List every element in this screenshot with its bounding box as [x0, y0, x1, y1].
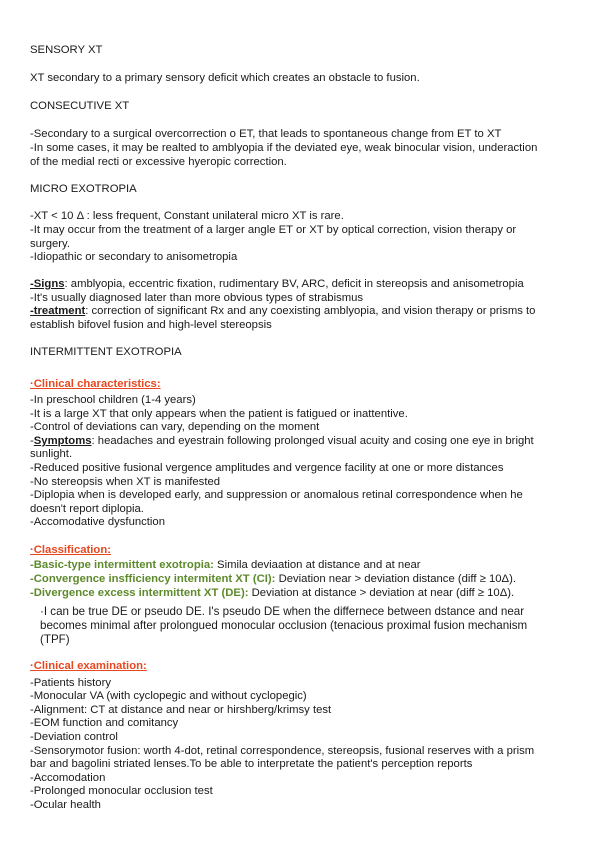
- consecutive-line: -Secondary to a surgical overcorrection o ET, that leads to spontaneous change from ET to XT: [30, 128, 502, 140]
- exam-line: -Patients history: [30, 677, 111, 689]
- characteristic-line: -Accomodative dysfunction: [30, 516, 165, 528]
- symptoms-label: Symptoms: [33, 435, 92, 447]
- characteristic-line: -Control of deviations can vary, depending on the moment: [30, 421, 320, 433]
- intermittent-title: INTERMITTENT EXOTROPIA: [30, 346, 182, 358]
- symptoms-prefix: -: [30, 435, 34, 447]
- exam-line: -Sensorymotor fusion: worth 4-dot, retinal correspondence, stereopsis, fusional reserves with a prism: [30, 745, 535, 757]
- classification-label: -Convergence insfficiency intermitent XT (CI):: [30, 573, 276, 585]
- classification-item: [30, 586, 514, 600]
- characteristic-line: doesn't report diplopia.: [30, 503, 144, 515]
- micro-line: surgery.: [30, 238, 70, 250]
- consecutive-line: of the medial recti or excessive hyeropic correction.: [30, 156, 287, 168]
- note-line: (TPF): [40, 633, 70, 646]
- symptoms-text: : headaches and eyestrain following prolonged visual acuity and cosing one eye in bright: [91, 435, 534, 447]
- clinical-examination-heading: ·Clinical examination:: [30, 660, 147, 672]
- signs-label: -Signs: [30, 278, 65, 290]
- classification-item: [30, 572, 516, 586]
- classification-label: -Basic-type intermittent exotropia:: [30, 559, 214, 571]
- characteristic-line: -No stereopsis when XT is manifested: [30, 476, 221, 488]
- symptoms-cont: sunlight.: [30, 448, 73, 460]
- characteristic-line: -It is a large XT that only appears when the patient is fatigued or inattentive.: [30, 408, 408, 420]
- consecutive-line: -In some cases, it may be realted to amblyopia if the deviated eye, weak binocular vision, underaction: [30, 142, 538, 154]
- symptoms-line: [30, 434, 534, 448]
- exam-line: -Ocular health: [30, 799, 101, 811]
- treatment-label: -treatment: [30, 305, 86, 317]
- micro-line: -XT < 10 Δ : less frequent, Constant unilateral micro XT is rare.: [30, 210, 344, 222]
- clinical-characteristics-heading: ·Clinical characteristics:: [30, 378, 161, 390]
- classification-label: -Divergence excess intermittent XT (DE):: [30, 587, 249, 599]
- micro-diagnosed: -It's usually diagnosed later than more obvious types of strabismus: [30, 292, 364, 304]
- signs-line: [30, 277, 524, 291]
- micro-line: -It may occur from the treatment of a larger angle ET or XT by optical correction, vision therapy or: [30, 224, 517, 236]
- exam-line: -Accomodation: [30, 772, 106, 784]
- exam-line: bar and bagolini striated lenses.To be able to interpretate the patient's perception reports: [30, 758, 473, 770]
- micro-title: MICRO EXOTROPIA: [30, 183, 137, 195]
- classification-text: Deviation at distance > deviation at near (diff ≥ 10Δ).: [248, 587, 515, 599]
- exam-line: -EOM function and comitancy: [30, 717, 179, 729]
- exam-line: -Alignment: CT at distance and near or hirshberg/krimsy test: [30, 704, 332, 716]
- characteristic-line: -In preschool children (1-4 years): [30, 394, 196, 406]
- exam-line: -Deviation control: [30, 731, 118, 743]
- characteristic-line: -Reduced positive fusional vergence amplitudes and vergence facility at one or more distances: [30, 462, 504, 474]
- sensory-text: XT secondary to a primary sensory deficit which creates an obstacle to fusion.: [30, 72, 420, 84]
- classification-heading: ·Classification:: [30, 544, 111, 556]
- note-line: ·I can be true DE or pseudo DE. I's pseudo DE when the differnece between dstance and near: [40, 605, 525, 618]
- treatment-cont: establish bifovel fusion and high-level stereopsis: [30, 319, 272, 331]
- exam-line: -Prolonged monocular occlusion test: [30, 785, 213, 797]
- treatment-text: : correction of significant Rx and any coexisting amblyopia, and vision therapy or prisms to: [85, 305, 536, 317]
- sensory-title: SENSORY XT: [30, 44, 103, 56]
- treatment-line: [30, 304, 535, 318]
- micro-line: -Idiopathic or secondary to anisometropia: [30, 251, 238, 263]
- classification-text: Simila deviaation at distance and at near: [213, 559, 421, 571]
- note-line: becomes minimal after prolongued monocular occlusion (tenacious proximal fusion mechanism: [40, 619, 528, 632]
- signs-text: : amblyopia, eccentric fixation, rudimentary BV, ARC, deficit in stereopsis and anisometropia: [64, 278, 524, 290]
- consecutive-title: CONSECUTIVE XT: [30, 100, 130, 112]
- classification-item: [30, 558, 421, 572]
- classification-text: Deviation near > deviation distance (diff ≥ 10Δ).: [275, 573, 516, 585]
- exam-line: -Monocular VA (with cyclopegic and without cyclopegic): [30, 690, 307, 702]
- characteristic-line: -Diplopia when is developed early, and suppression or anomalous retinal correspondence when he: [30, 489, 523, 501]
